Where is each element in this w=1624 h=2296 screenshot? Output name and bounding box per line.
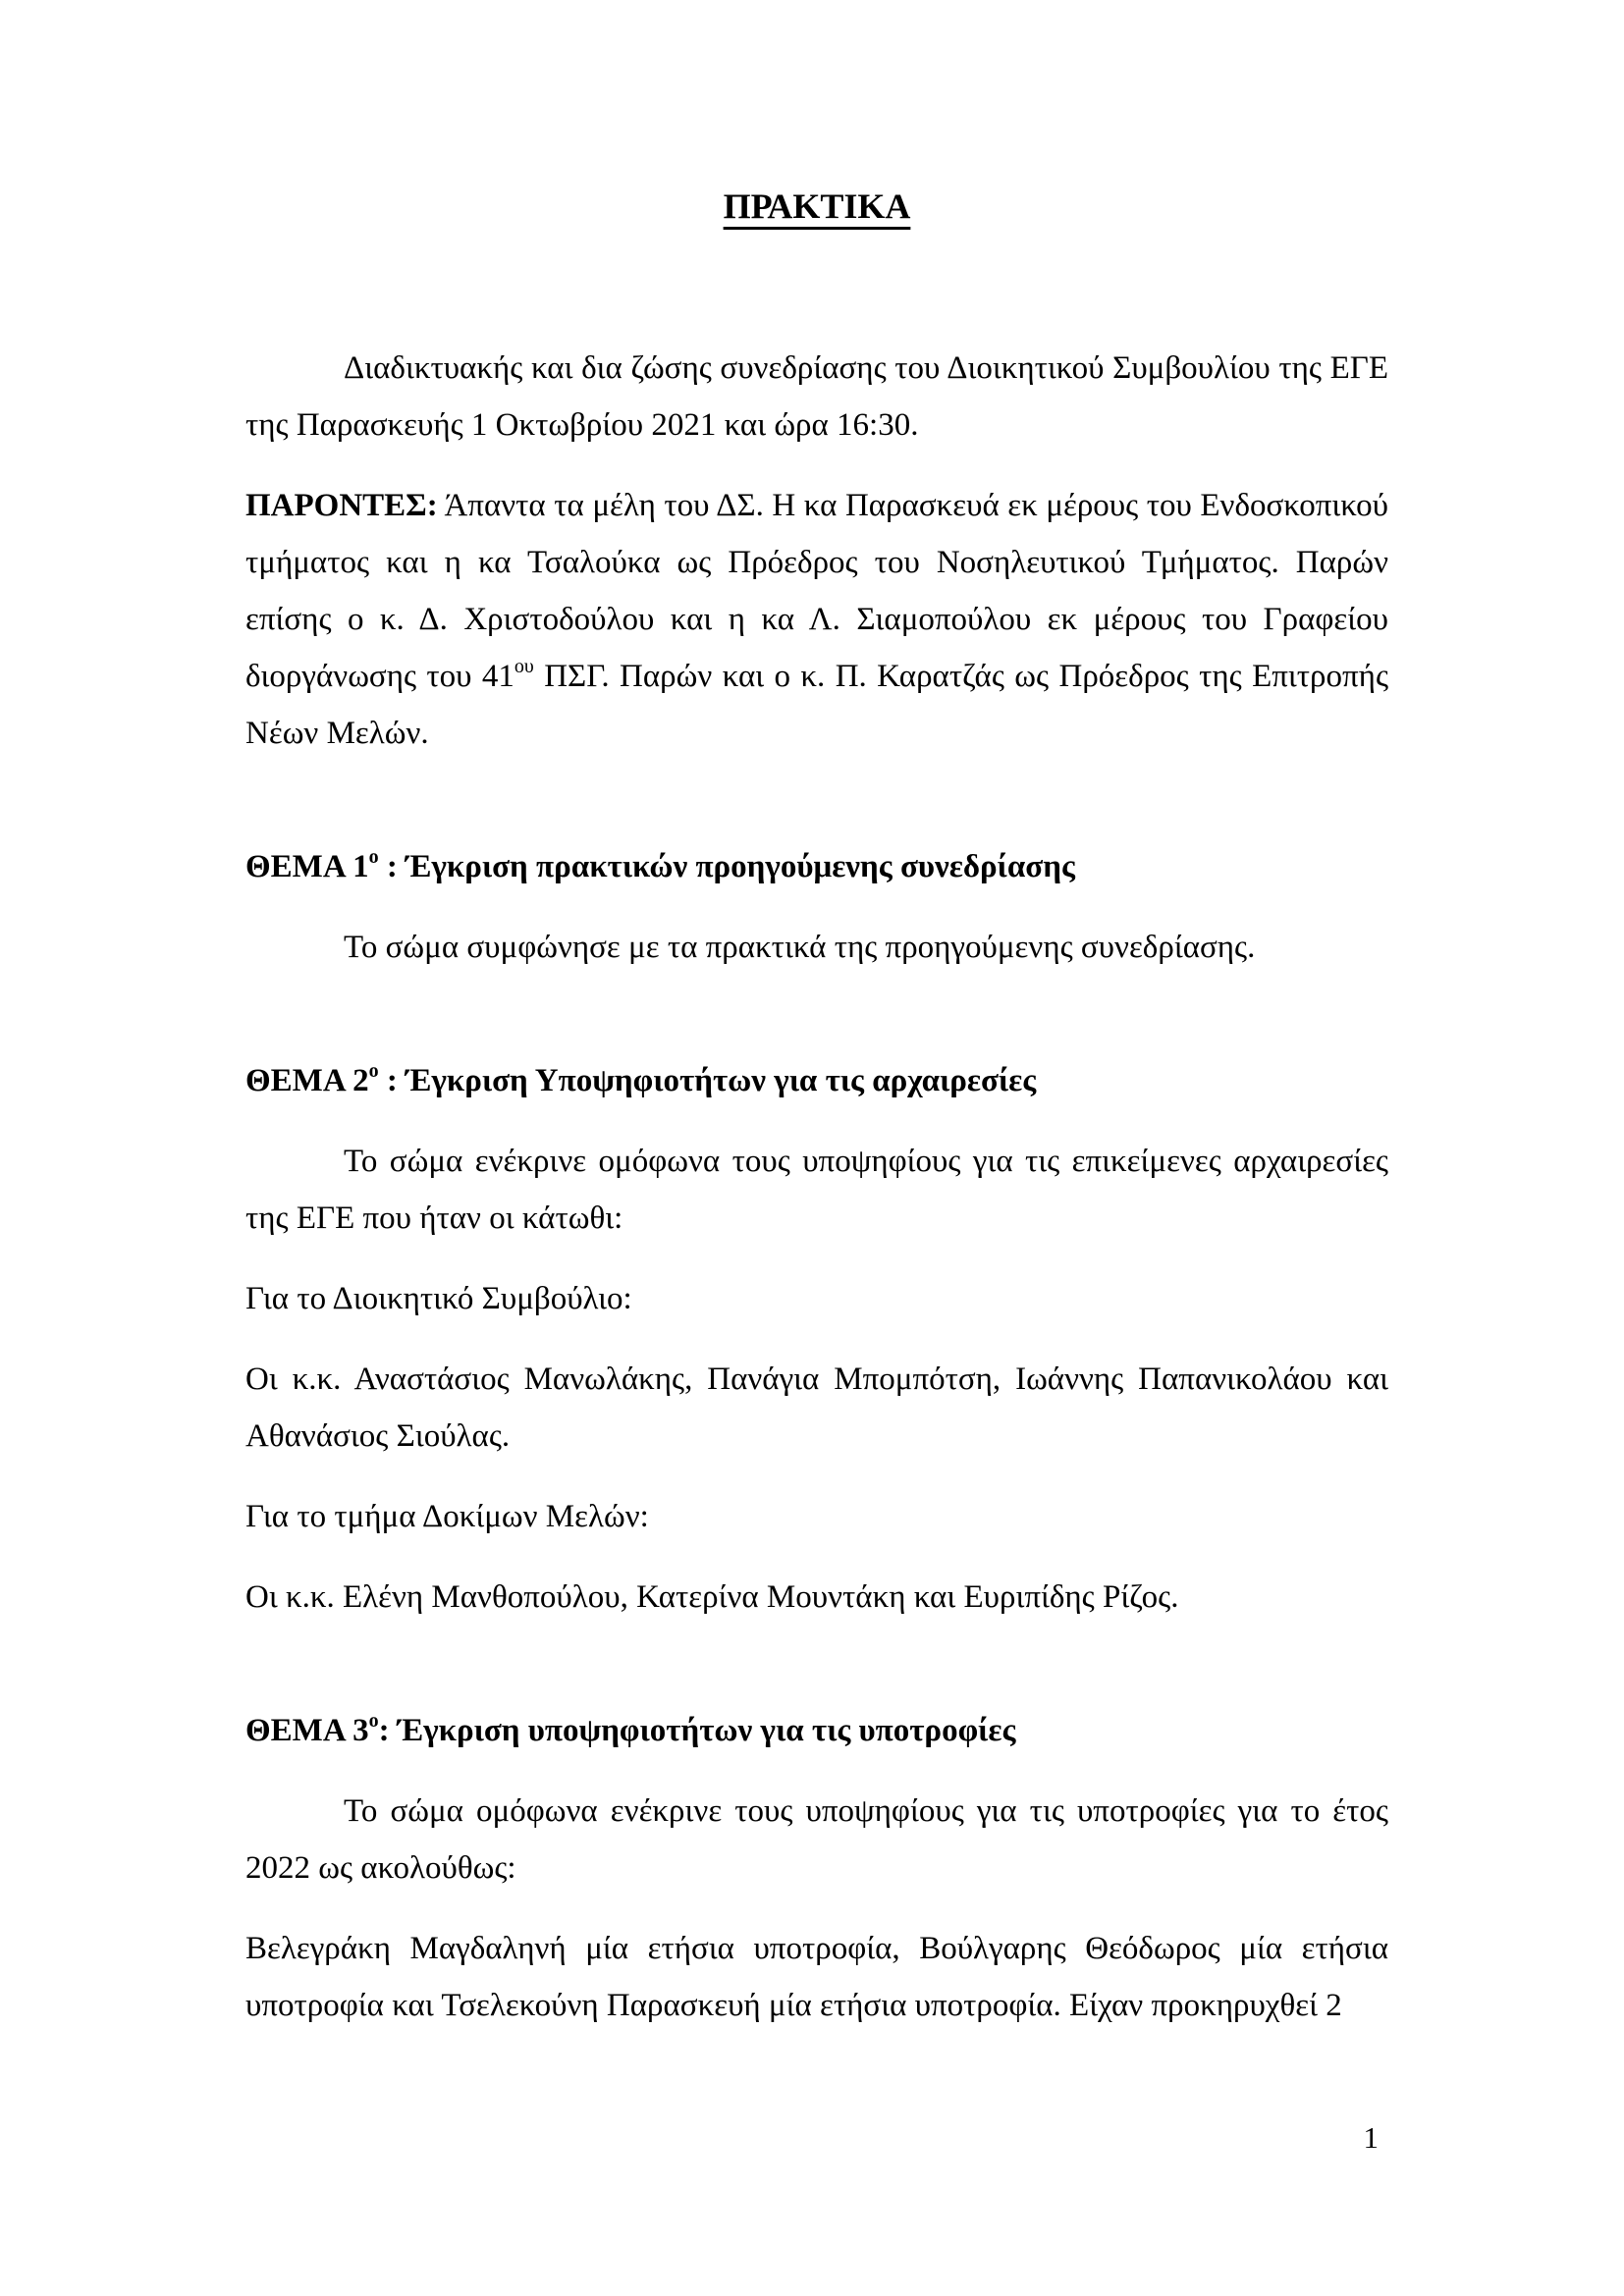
attendees-text-after: ΠΣΓ. Παρών και ο κ. Π. Καρατζάς ως Πρόεδρος της Επιτροπής Νέων Μελών. — [245, 659, 1389, 751]
topic2-trainee-candidates-paragraph — [245, 1569, 1388, 1626]
topic2-board-label: Για το Διοικητικό Συμβούλιο: — [245, 1281, 632, 1316]
attendees-label: ΠΑΡΟΝΤΕΣ: — [245, 488, 438, 523]
topic2-body-text: Το σώμα ενέκρινε ομόφωνα τους υποψηφίους για τις επικείμενες αρχαιρεσίες της ΕΓΕ που ήταν οι κάτωθι: — [245, 1144, 1388, 1236]
topic2-board-candidates: Οι κ.κ. Αναστάσιος Μανωλάκης, Πανάγια Μπομπότση, Ιωάννης Παπανικολάου και Αθανάσιος Σιούλας. — [245, 1362, 1388, 1454]
topic3-scholarships-text: Βελεγράκη Μαγδαληνή μία ετήσια υποτροφία, Βούλγαρης Θεόδωρος μία ετήσια υποτροφία και Τσελεκούνη Παρασκευή μία ετήσια υποτροφία. Είχαν προκηρυχθεί 2 — [245, 1931, 1388, 2023]
page-number: 1 — [1363, 2120, 1379, 2155]
attendees-text-before: Άπαντα τα μέλη του ΔΣ. Η κα Παρασκευά εκ μέρους του Ενδοσκοπικού τμήματος και η κα Τσαλούκα ως Πρόεδρος του Νοσηλευτικού Τμήματος. Παρών επίσης ο κ. Δ. Χριστοδούλου και η κα Λ. Σιαμοπούλου εκ μέρους του Γραφείου διοργάνωσης του 41 — [245, 488, 1388, 694]
topic2-board-label-paragraph — [245, 1270, 1388, 1327]
topic2-heading — [245, 1052, 1388, 1109]
topic2-body-paragraph — [245, 1133, 1388, 1247]
intro-text: Διαδικτυακής και δια ζώσης συνεδρίασης του Διοικητικού Συμβουλίου της ΕΓΕ της Παρασκευής 1 Οκτωβρίου 2021 και ώρα 16:30. — [245, 350, 1388, 443]
topic2-board-candidates-paragraph — [245, 1351, 1388, 1465]
topic2-heading-number: ΘΕΜΑ 2 — [245, 1063, 369, 1098]
topic1-body-text: Το σώμα συμφώνησε με τα πρακτικά της προηγούμενης συνεδρίασης. — [344, 930, 1256, 965]
topic3-body-paragraph — [245, 1783, 1388, 1896]
topic3-body-text: Το σώμα ομόφωνα ενέκρινε τους υποψηφίους για τις υποτροφίες για το έτος 2022 ως ακολούθως: — [245, 1793, 1388, 1886]
topic2-heading-text: : Έγκριση Υποψηφιοτήτων για τις αρχαιρεσίες — [378, 1063, 1037, 1098]
topic3-heading-superscript: ο — [368, 1710, 379, 1732]
topic2-heading-superscript: ο — [368, 1060, 379, 1082]
topic3-heading — [245, 1702, 1388, 1759]
attendees-ordinal-superscript: ου — [514, 656, 534, 677]
intro-paragraph — [245, 340, 1388, 454]
topic2-trainee-label-paragraph — [245, 1488, 1388, 1545]
topic1-heading — [245, 838, 1388, 895]
topic3-scholarships-paragraph — [245, 1920, 1388, 2034]
topic1-heading-number: ΘΕΜΑ 1 — [245, 849, 369, 884]
topic1-heading-text: : Έγκριση πρακτικών προηγούμενης συνεδρίασης — [378, 849, 1075, 884]
topic3-heading-text: : Έγκριση υποψηφιοτήτων για τις υποτροφίες — [378, 1713, 1016, 1748]
attendees-paragraph — [245, 477, 1388, 762]
topic1-body-paragraph — [245, 919, 1388, 976]
topic1-heading-superscript: ο — [368, 846, 379, 868]
topic2-trainee-candidates: Οι κ.κ. Ελένη Μανθοπούλου, Κατερίνα Μουντάκη και Ευριπίδης Ρίζος. — [245, 1579, 1179, 1615]
page-title — [245, 177, 1388, 236]
page-title-text: ΠΡΑΚΤΙΚΑ — [723, 187, 911, 226]
topic2-trainee-label: Για το τμήμα Δοκίμων Μελών: — [245, 1499, 649, 1534]
topic3-heading-number: ΘΕΜΑ 3 — [245, 1713, 369, 1748]
